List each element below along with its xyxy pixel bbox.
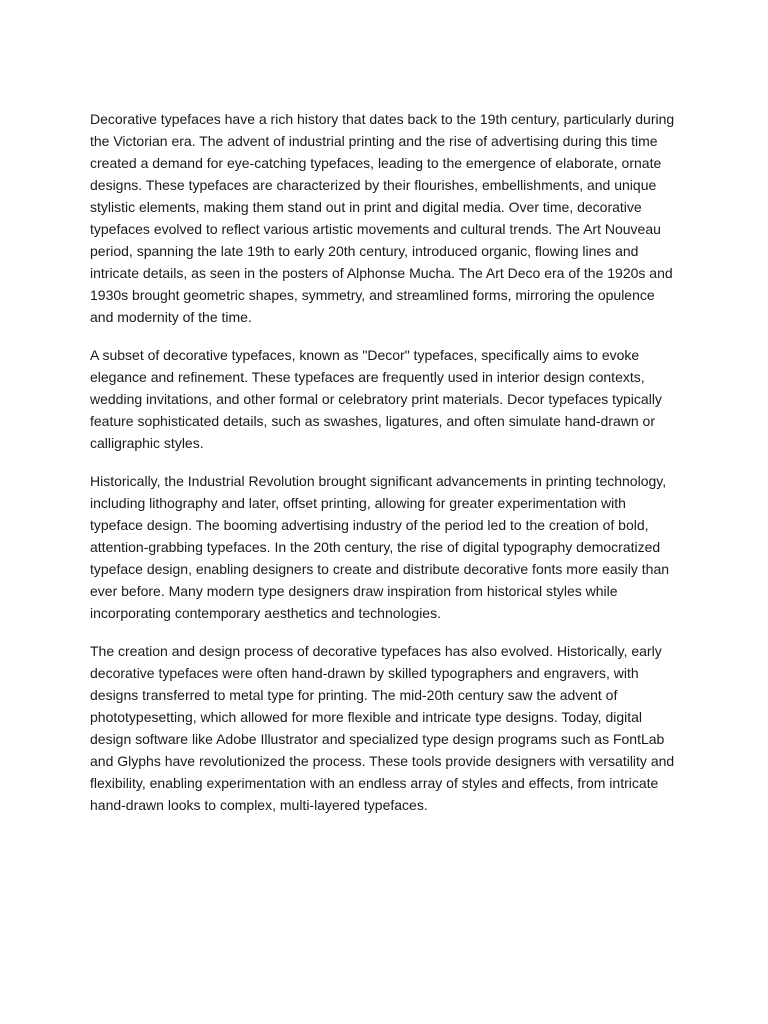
paragraph-industrial-revolution: Historically, the Industrial Revolution brought significant advancements in printing technology, including lithography and later, offset printing, allowing for greater experimentation with typeface design. The booming advertising industry of the period led to the creation of bold, attention-grabbing typefaces. In the 20th century, the rise of digital typography democratized typeface design, enabling designers to create and distribute decorative fonts more easily than ever before. Many modern type designers draw inspiration from historical styles while incorporating contemporary aesthetics and technologies. [90, 473, 670, 621]
paragraph-design-process: The creation and design process of decorative typefaces has also evolved. Historically, early decorative typefaces were often hand-drawn by skilled typographers and engravers, with designs transferred to metal type for printing. The mid-20th century saw the advent of phototypesetting, which allowed for more flexible and intricate type designs. Today, digital design software like Adobe Illustrator and specialized type design programs such as FontLab and Glyphs have revolutionized the process. These tools provide designers with versatility and flexibility, enabling experimentation with an endless array of styles and effects, from intricate hand-drawn looks to complex, multi-layered typefaces. [90, 643, 675, 813]
paragraph-history: Decorative typefaces have a rich history that dates back to the 19th century, particularly during the Victorian era. The advent of industrial printing and the rise of advertising during this time created a demand for eye-catching typefaces, leading to the emergence of elaborate, ornate designs. These typefaces are characterized by their flourishes, embellishments, and unique stylistic elements, making them stand out in print and digital media. Over time, decorative typefaces evolved to reflect various artistic movements and cultural trends. The Art Nouveau period, spanning the late 19th to early 20th century, introduced organic, flowing lines and intricate details, as seen in the posters of Alphonse Mucha. The Art Deco era of the 1920s and 1930s brought geometric shapes, symmetry, and streamlined forms, mirroring the opulence and modernity of the time. [90, 111, 675, 325]
paragraph-decor-typefaces: A subset of decorative typefaces, known as "Decor" typefaces, specifically aims to evoke elegance and refinement. These typefaces are frequently used in interior design contexts, wedding invitations, and other formal or celebratory print materials. Decor typefaces typically feature sophisticated details, such as swashes, ligatures, and often simulate hand-drawn or calligraphic styles. [90, 347, 662, 451]
document-body [90, 108, 680, 832]
